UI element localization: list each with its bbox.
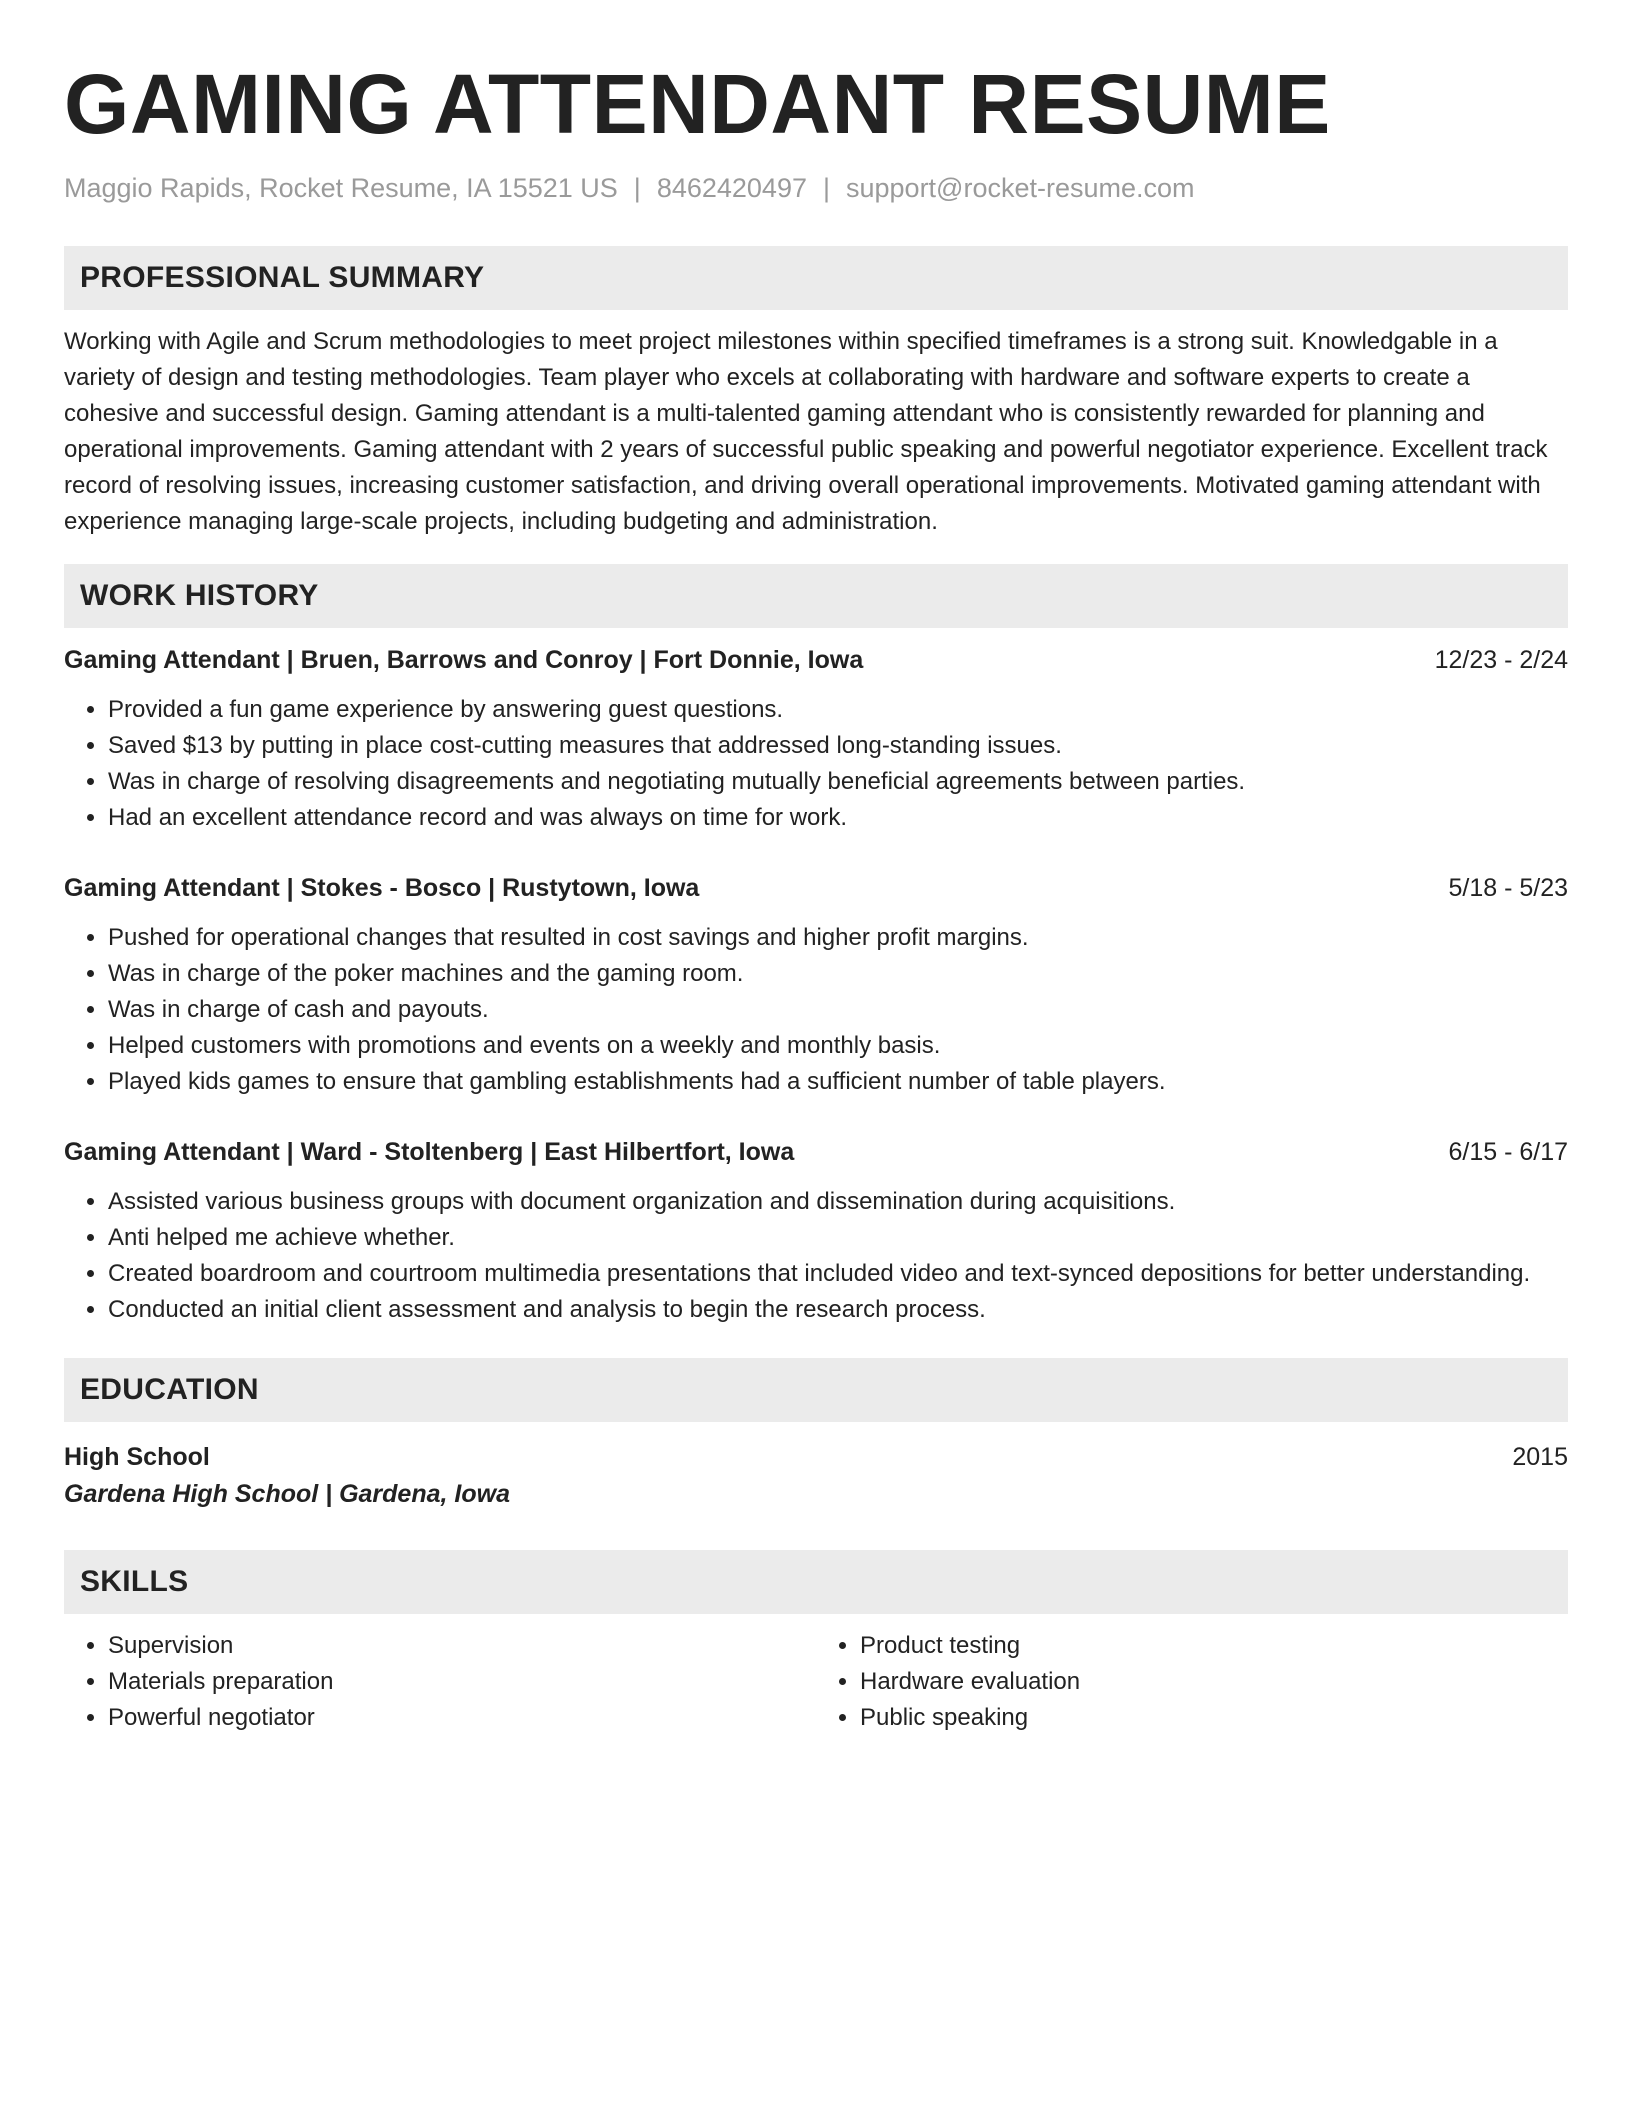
- summary-text: Working with Agile and Scrum methodologies to meet project milestones within specified timeframes is a strong suit. Knowledgable in a variety of design and testing methodologies. Team player who excels at collaborating with hardware and software experts to create a cohesive and successful design. Gaming attendant is a multi-talented gaming attendant who is consistently rewarded for planning and operational improvements. Gaming attendant with 2 years of successful public speaking and powerful negotiator experience. Excellent track record of resolving issues, increasing customer satisfaction, and driving overall operational improvements. Motivated gaming attendant with experience managing large-scale projects, including budgeting and administration.: [64, 328, 1548, 535]
- job-dates: 12/23 - 2/24: [1434, 646, 1568, 674]
- job-bullet: • Was in charge of the poker machines and the gaming room.: [108, 956, 1568, 992]
- contact-address: Maggio Rapids, Rocket Resume, IA 15521 US: [64, 173, 618, 203]
- education-degree: High School: [64, 1443, 210, 1471]
- education-year: 2015: [1512, 1443, 1568, 1471]
- job-title: Gaming Attendant | Stokes - Bosco | Rustytown, Iowa: [64, 874, 700, 902]
- education-heading: EDUCATION: [64, 1358, 1568, 1422]
- contact-line: [64, 170, 1568, 206]
- work-history-heading: WORK HISTORY: [64, 564, 1568, 628]
- job-header: [64, 642, 1568, 678]
- skill-item: • Powerful negotiator: [108, 1700, 816, 1736]
- skill-item: • Public speaking: [860, 1700, 1568, 1736]
- skill-item: • Hardware evaluation: [860, 1664, 1568, 1700]
- contact-separator: |: [822, 173, 830, 203]
- summary-heading: PROFESSIONAL SUMMARY: [64, 246, 1568, 310]
- skill-item: • Product testing: [860, 1628, 1568, 1664]
- contact-email: support@rocket-resume.com: [846, 173, 1195, 203]
- skills-column-right: [816, 1628, 1568, 1736]
- job-bullet: • Was in charge of cash and payouts.: [108, 992, 1568, 1028]
- education-entry: [64, 1438, 1568, 1512]
- job-bullet: • Helped customers with promotions and events on a weekly and monthly basis.: [108, 1028, 1568, 1064]
- job-bullet: • Conducted an initial client assessment and analysis to begin the research process.: [108, 1292, 1568, 1328]
- job-bullet: • Provided a fun game experience by answering guest questions.: [108, 692, 1568, 728]
- job-bullet: • Played kids games to ensure that gambling establishments had a sufficient number of table players.: [108, 1064, 1568, 1100]
- job-dates: 6/15 - 6/17: [1448, 1138, 1568, 1166]
- job-title: Gaming Attendant | Bruen, Barrows and Conroy | Fort Donnie, Iowa: [64, 646, 864, 674]
- job-entry: [64, 642, 1568, 836]
- skill-item: • Supervision: [108, 1628, 816, 1664]
- job-header: [64, 870, 1568, 906]
- skills-column-left: [64, 1628, 816, 1736]
- job-bullet: • Saved $13 by putting in place cost-cutting measures that addressed long-standing issues.: [108, 728, 1568, 764]
- job-bullets: [64, 920, 1568, 1100]
- job-title: Gaming Attendant | Ward - Stoltenberg | East Hilbertfort, Iowa: [64, 1138, 795, 1166]
- job-dates: 5/18 - 5/23: [1448, 874, 1568, 902]
- skills-list: [64, 1614, 1568, 1736]
- job-entry: [64, 1134, 1568, 1328]
- education-header: [64, 1438, 1568, 1476]
- contact-phone: 8462420497: [656, 173, 807, 203]
- skills-heading: SKILLS: [64, 1550, 1568, 1614]
- job-header: [64, 1134, 1568, 1170]
- job-bullet: • Had an excellent attendance record and was always on time for work.: [108, 800, 1568, 836]
- resume-title: GAMING ATTENDANT RESUME: [64, 57, 1331, 151]
- job-bullets: [64, 692, 1568, 836]
- contact-separator: |: [633, 173, 641, 203]
- job-bullet: • Pushed for operational changes that resulted in cost savings and higher profit margins.: [108, 920, 1568, 956]
- job-bullet: • Created boardroom and courtroom multimedia presentations that included video and text-synced depositions for better understanding.: [108, 1256, 1568, 1292]
- education-school: Gardena High School | Gardena, Iowa: [64, 1480, 510, 1508]
- skill-item: • Materials preparation: [108, 1664, 816, 1700]
- job-entry: [64, 870, 1568, 1100]
- job-bullet: • Was in charge of resolving disagreements and negotiating mutually beneficial agreements between parties.: [108, 764, 1568, 800]
- job-bullet: • Anti helped me achieve whether.: [108, 1220, 1568, 1256]
- job-bullet: • Assisted various business groups with document organization and dissemination during acquisitions.: [108, 1184, 1568, 1220]
- job-bullets: [64, 1184, 1568, 1328]
